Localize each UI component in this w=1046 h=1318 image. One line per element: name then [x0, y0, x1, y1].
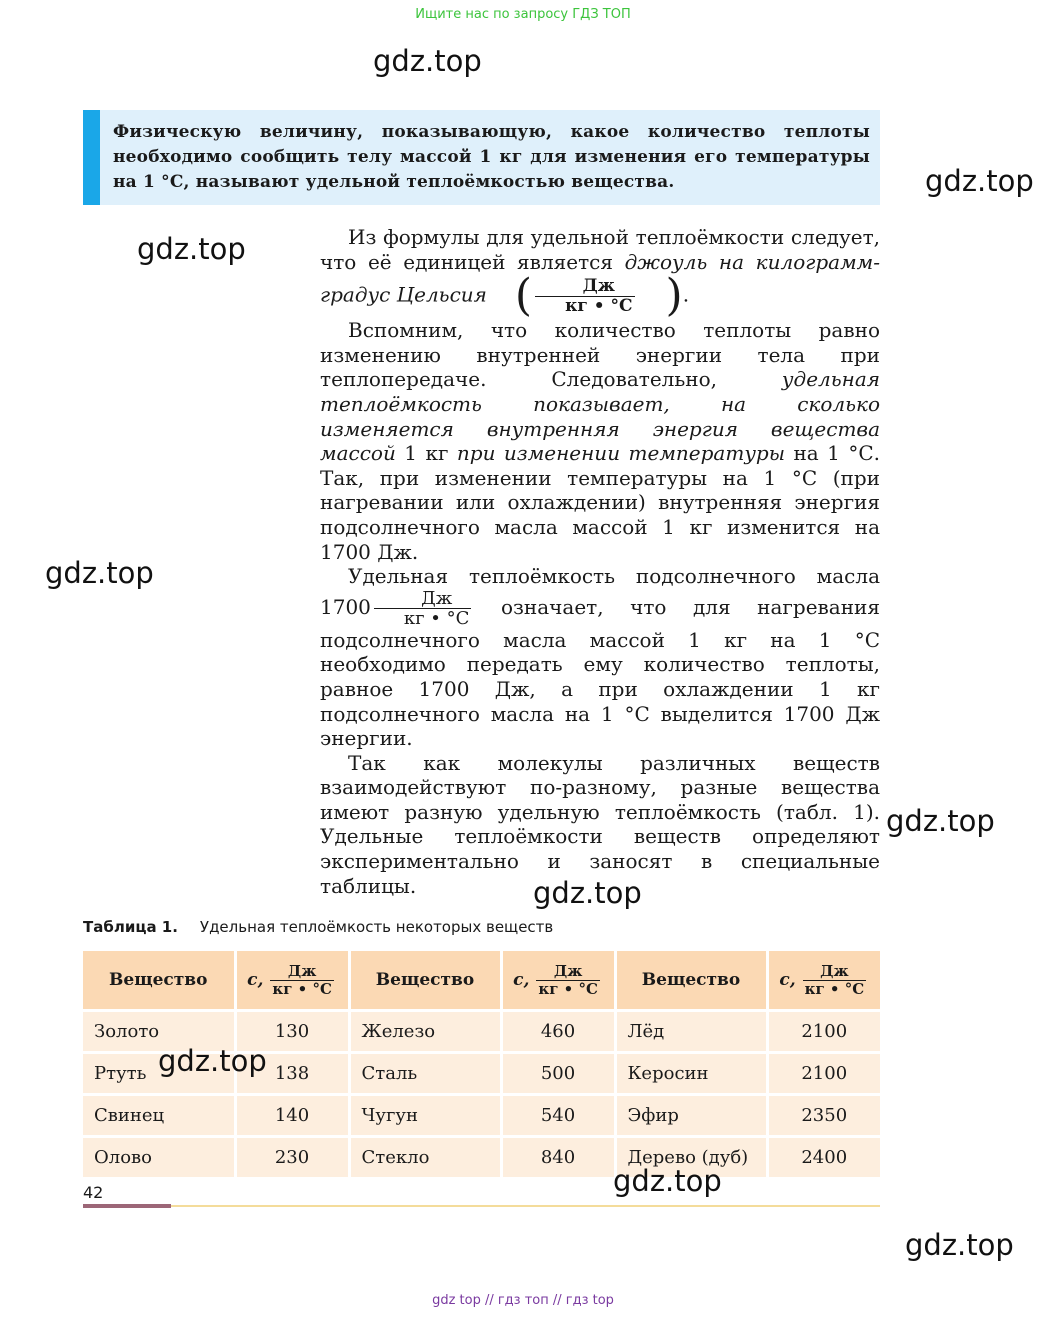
page-number: 42 [83, 1183, 104, 1202]
value-cell: 2400 [767, 1137, 880, 1178]
substance-cell: Олово [83, 1137, 235, 1178]
value-cell: 130 [235, 1011, 349, 1053]
table-caption [83, 918, 553, 936]
header-substance: Вещество [349, 951, 501, 1011]
watermark: gdz.top [158, 1044, 267, 1078]
unit-fraction [803, 963, 867, 998]
paragraph-3 [320, 564, 880, 751]
p2-italic-2: при изменении температуры [456, 441, 786, 466]
fraction-denominator: кг • °С [538, 979, 598, 998]
header-c [767, 951, 880, 1011]
substance-cell: Дерево (дуб) [615, 1137, 767, 1178]
value-cell: 840 [501, 1137, 615, 1178]
value-cell: 2100 [767, 1053, 880, 1095]
unit-fraction [374, 589, 472, 628]
value-cell: 230 [235, 1137, 349, 1178]
main-text [320, 225, 880, 898]
top-search-link[interactable]: Ищите нас по запросу ГДЗ ТОП [415, 7, 631, 22]
p3-text-b: означает, что для нагревания подсолнечного масла массой 1 кг на 1 °С необходимо передать ему количество теплоты, равное 1700 Дж, а при охлаждении 1 кг подсолнечного масла на 1 °С выделится 1700 Дж энергии. [320, 594, 880, 751]
value-cell: 2100 [767, 1011, 880, 1053]
unit-fraction [270, 963, 334, 998]
watermark: gdz.top [45, 556, 154, 590]
p3-value: 1700 [320, 594, 371, 619]
watermark: gdz.top [533, 876, 642, 910]
substance-cell: Золото [83, 1011, 235, 1053]
bottom-links[interactable]: gdz top // гдз топ // гдз top [432, 1293, 614, 1308]
watermark: gdz.top [905, 1228, 1014, 1262]
fraction-denominator: кг • °С [272, 979, 332, 998]
c-symbol: с, [247, 970, 264, 990]
paragraph-2 [320, 318, 880, 564]
value-cell: 460 [501, 1011, 615, 1053]
paragraph-1 [320, 225, 880, 322]
unit-fraction [535, 277, 634, 316]
paren-open: ( [514, 270, 533, 322]
p2-italic-1: удельная теплоёмкость показывает, на сколько изменяется внутренняя энергия вещества массой [320, 367, 880, 466]
fraction-denominator: кг • °С [565, 295, 633, 316]
header-substance: Вещество [615, 951, 767, 1011]
caption-label: Таблица 1. [83, 918, 178, 936]
footer-rule [171, 1205, 880, 1207]
substance-cell: Стекло [349, 1137, 501, 1178]
fraction-numerator: Дж [535, 277, 634, 297]
substance-cell: Ртуть [83, 1053, 235, 1095]
watermark: gdz.top [613, 1164, 722, 1198]
fraction-denominator: кг • °С [804, 979, 865, 998]
p3-text-a: Удельная теплоёмкость подсолнечного масла [348, 564, 880, 589]
footer-rule-accent [83, 1204, 171, 1208]
substance-cell: Свинец [83, 1095, 235, 1137]
c-symbol: с, [513, 970, 530, 990]
watermark: gdz.top [137, 232, 246, 266]
fraction-numerator: Дж [270, 963, 334, 981]
header-c [235, 951, 349, 1011]
value-cell: 138 [235, 1053, 349, 1095]
watermark: gdz.top [925, 164, 1034, 198]
header-c [501, 951, 615, 1011]
header-substance: Вещество [83, 951, 235, 1011]
substance-cell: Эфир [615, 1095, 767, 1137]
table-row [83, 1137, 880, 1178]
fraction-numerator: Дж [803, 963, 867, 981]
definition-text: Физическую величину, показывающую, какое количество теплоты необходимо сообщить телу массой 1 кг для изменения его температуры на 1 °С, называют удельной теплоёмкостью вещества. [113, 122, 870, 192]
definition-accent-bar [83, 110, 100, 205]
value-cell: 2350 [767, 1095, 880, 1137]
p1-italic: джоуль на килограмм-градус Цельсия [320, 249, 880, 307]
substance-cell: Сталь [349, 1053, 501, 1095]
value-cell: 500 [501, 1053, 615, 1095]
definition-box [83, 110, 880, 205]
fraction-numerator: Дж [374, 589, 472, 609]
c-symbol: с, [779, 970, 796, 990]
substance-cell: Лёд [615, 1011, 767, 1053]
value-cell: 540 [501, 1095, 615, 1137]
table-row [83, 1095, 880, 1137]
substance-cell: Керосин [615, 1053, 767, 1095]
caption-title: Удельная теплоёмкость некоторых веществ [199, 918, 554, 936]
watermark: gdz.top [373, 44, 482, 78]
p1-text: Из формулы для удельной теплоёмкости следует, что её единицей является [320, 225, 880, 274]
paren-close: ) [665, 270, 683, 322]
p2-text-a: Вспомним, что количество теплоты равно изменению внутренней энергии тела при теплопередаче. Следовательно, [320, 318, 880, 392]
fraction-numerator: Дж [536, 963, 600, 981]
unit-fraction [536, 963, 600, 998]
p2-text-b: 1 кг [395, 441, 457, 466]
paragraph-4: Так как молекулы различных веществ взаимодействуют по-разному, разные вещества имеют разную удельную теплоёмкость (табл. 1). Удельные теплоёмкости веществ определяют экспериментально и заносят в специальные таблицы. [320, 750, 880, 898]
value-cell: 140 [235, 1095, 349, 1137]
substance-cell: Чугун [349, 1095, 501, 1137]
fraction-denominator: кг • °С [403, 607, 470, 629]
p2-text-c: на 1 °С. Так, при изменении температуры на 1 °С (при нагревании или охлаждении) внутренняя энергия подсолнечного масла массой 1 кг изменится на 1700 Дж. [320, 441, 881, 564]
table-header-row [83, 951, 880, 1011]
substance-cell: Железо [349, 1011, 501, 1053]
p1-end: . [682, 282, 690, 307]
watermark: gdz.top [886, 804, 995, 838]
